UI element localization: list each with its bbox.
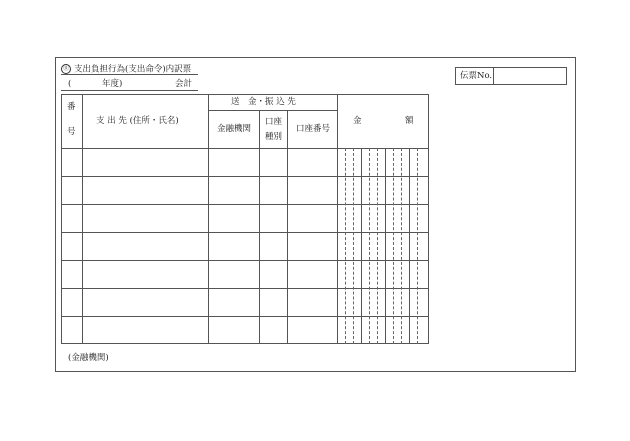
year-open-paren: ( [68, 79, 72, 89]
form-title-line [61, 64, 191, 74]
table-row-line [61, 288, 429, 289]
table-header-bottom [61, 148, 429, 149]
table-row-line [61, 316, 429, 317]
col-account-type-head-2: 種別 [265, 132, 283, 142]
form-title: 支出負担行為(支出命令)内訳票 [74, 64, 192, 75]
col-divider-bank [259, 110, 260, 344]
col-payee-head: 支 出 先 (住所・氏名) [96, 116, 179, 126]
amount-digit-divider [401, 148, 402, 344]
col-divider-account-type [287, 110, 288, 344]
col-bank-head: 金融機関 [217, 124, 252, 134]
table-row-line [61, 232, 429, 233]
amount-digit-divider [417, 148, 418, 344]
table-row-line [61, 260, 429, 261]
col-number-head-1: 番 [67, 102, 76, 112]
amount-thousands-divider [409, 148, 410, 344]
col-amount-head-2: 額 [405, 116, 414, 126]
voucher-divider [493, 67, 494, 85]
voucher-number-field[interactable] [495, 68, 566, 84]
amount-digit-divider [353, 148, 354, 344]
remit-group-divider [208, 110, 337, 111]
fiscal-year-label: 年度) [102, 79, 123, 89]
account-label: 会計 [175, 79, 193, 89]
col-amount-head-1: 金 [353, 116, 362, 126]
amount-digit-divider [345, 148, 346, 344]
table-row-line [61, 176, 429, 177]
col-divider-number [82, 94, 83, 344]
col-account-type-head-1: 口座 [265, 117, 283, 127]
bank-footer-note: (金融機関) [68, 353, 109, 363]
col-divider-payee [208, 94, 209, 344]
col-account-no-head: 口座番号 [296, 124, 331, 134]
voucher-number-label: 伝票No. [460, 71, 493, 81]
col-divider-account-no [337, 94, 338, 344]
amount-digit-divider [369, 148, 370, 344]
col-number-head-2: 号 [67, 127, 76, 137]
col-remit-group-head: 送 金・振 込 先 [231, 97, 296, 107]
year-underline [61, 90, 198, 91]
amount-digit-divider [377, 148, 378, 344]
amount-digit-divider [393, 148, 394, 344]
table-row-line [61, 204, 429, 205]
number-mark: ⑪ [62, 65, 69, 72]
amount-thousands-divider [385, 148, 386, 344]
amount-thousands-divider [361, 148, 362, 344]
title-underline [61, 74, 198, 75]
